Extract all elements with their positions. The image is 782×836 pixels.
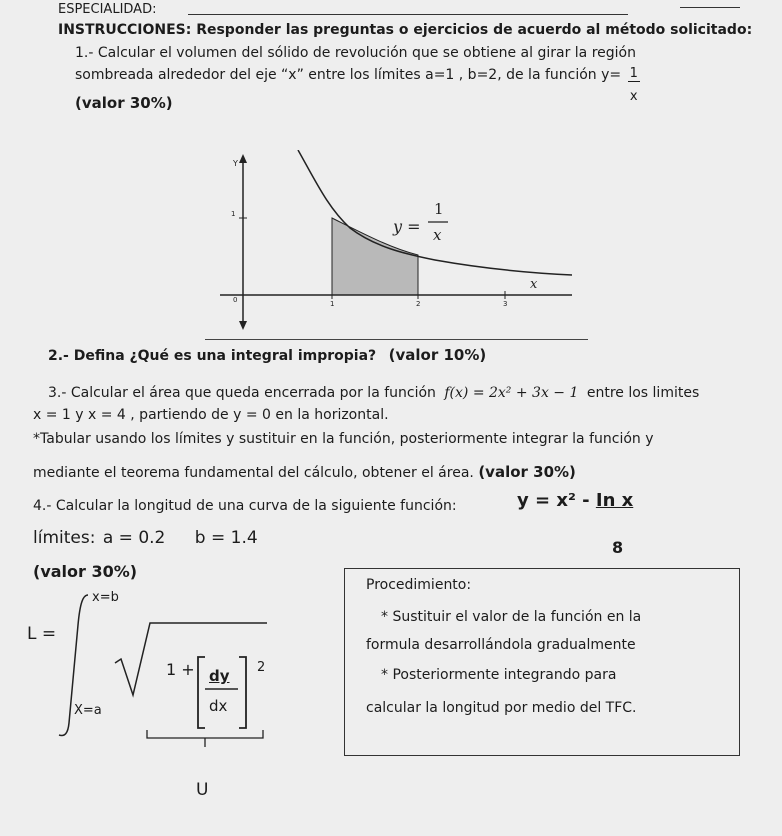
lower-limit: X=a — [74, 703, 102, 718]
q1-line1: 1.- Calcular el volumen del sólido de revolución que se obtiene al girar la región — [75, 45, 636, 61]
header-rule-right — [680, 7, 740, 8]
procedure-line3: * Posteriormente integrando para — [381, 667, 617, 683]
dx-label: dx — [209, 697, 228, 715]
graph — [200, 150, 600, 350]
procedure-line2: formula desarrollándola gradualmente — [366, 637, 636, 653]
procedure-title: Procedimiento: — [366, 577, 472, 593]
curve-label-den: x — [433, 226, 442, 244]
q2-text: 2.- Defina ¿Qué es una integral impropia? (valor 10%) — [48, 346, 487, 364]
curve-label-lhs: y = — [393, 217, 421, 236]
q3-line4: mediante el teorema fundamental del cálculo, obtener el área. (valor 30%) — [33, 463, 576, 481]
procedure-line1: * Sustituir el valor de la función en la — [381, 609, 642, 625]
q3-line1: 3.- Calcular el área que queda encerrada por la función f(x) = 2x² + 3x − 1 entre los limites — [48, 385, 700, 401]
especialidad-label: ESPECIALIDAD: — [58, 2, 157, 17]
procedure-line4: calcular la longitud por medio del TFC. — [366, 700, 637, 716]
formula-graphic — [55, 585, 295, 805]
y-axis-arrow-down — [239, 321, 247, 330]
formula-lhs: L = — [27, 624, 57, 644]
tick-x3-label: 3 — [503, 300, 508, 308]
y-axis-label: Y — [233, 159, 238, 168]
q4-text: 4.- Calcular la longitud de una curva de la siguiente función: — [33, 498, 457, 514]
y-axis-arrow-up — [239, 154, 247, 163]
one-plus: 1 + — [166, 660, 195, 679]
q4-function-den: 8 — [612, 538, 624, 557]
graph-divider — [205, 339, 588, 340]
tick-x1-label: 1 — [330, 300, 335, 308]
q1-value: (valor 30%) — [75, 94, 173, 112]
instructions: INSTRUCCIONES: Responder las preguntas o ejercicios de acuerdo al método solicitado: — [58, 22, 753, 38]
procedure-box — [344, 568, 740, 756]
origin-label: 0 — [233, 296, 238, 304]
left-bracket — [198, 657, 205, 728]
upper-limit: x=b — [92, 590, 119, 605]
tick-x2-label: 2 — [416, 300, 421, 308]
q4-limits: límites: a = 0.2 b = 1.4 — [33, 528, 258, 548]
especialidad-underline — [188, 14, 628, 15]
q1-line2: sombreada alrededor del eje “x” entre los límites a=1 , b=2, de la función y= $\frac{1}{x}$ — [75, 66, 638, 105]
q3-line2: x = 1 y x = 4 , partiendo de y = 0 en la horizontal. — [33, 407, 389, 423]
u-label: U — [196, 780, 209, 800]
power-label: 2 — [257, 660, 266, 675]
radical-sign — [115, 623, 267, 695]
q4-function: y = x² - In x — [517, 490, 634, 511]
right-bracket — [239, 657, 246, 728]
curve-label-num: 1 — [434, 200, 444, 218]
q3-line3: *Tabular usando los límites y sustituir en la función, posteriormente integrar la función y — [33, 431, 654, 447]
tick-y1-label: 1 — [231, 210, 236, 218]
q4-value: (valor 30%) — [33, 562, 138, 581]
dy-label: dy — [209, 667, 230, 685]
x-axis-label: x — [530, 277, 538, 292]
underbrace — [147, 730, 263, 747]
q1-function: $\frac{1}{x}$ — [629, 66, 638, 105]
